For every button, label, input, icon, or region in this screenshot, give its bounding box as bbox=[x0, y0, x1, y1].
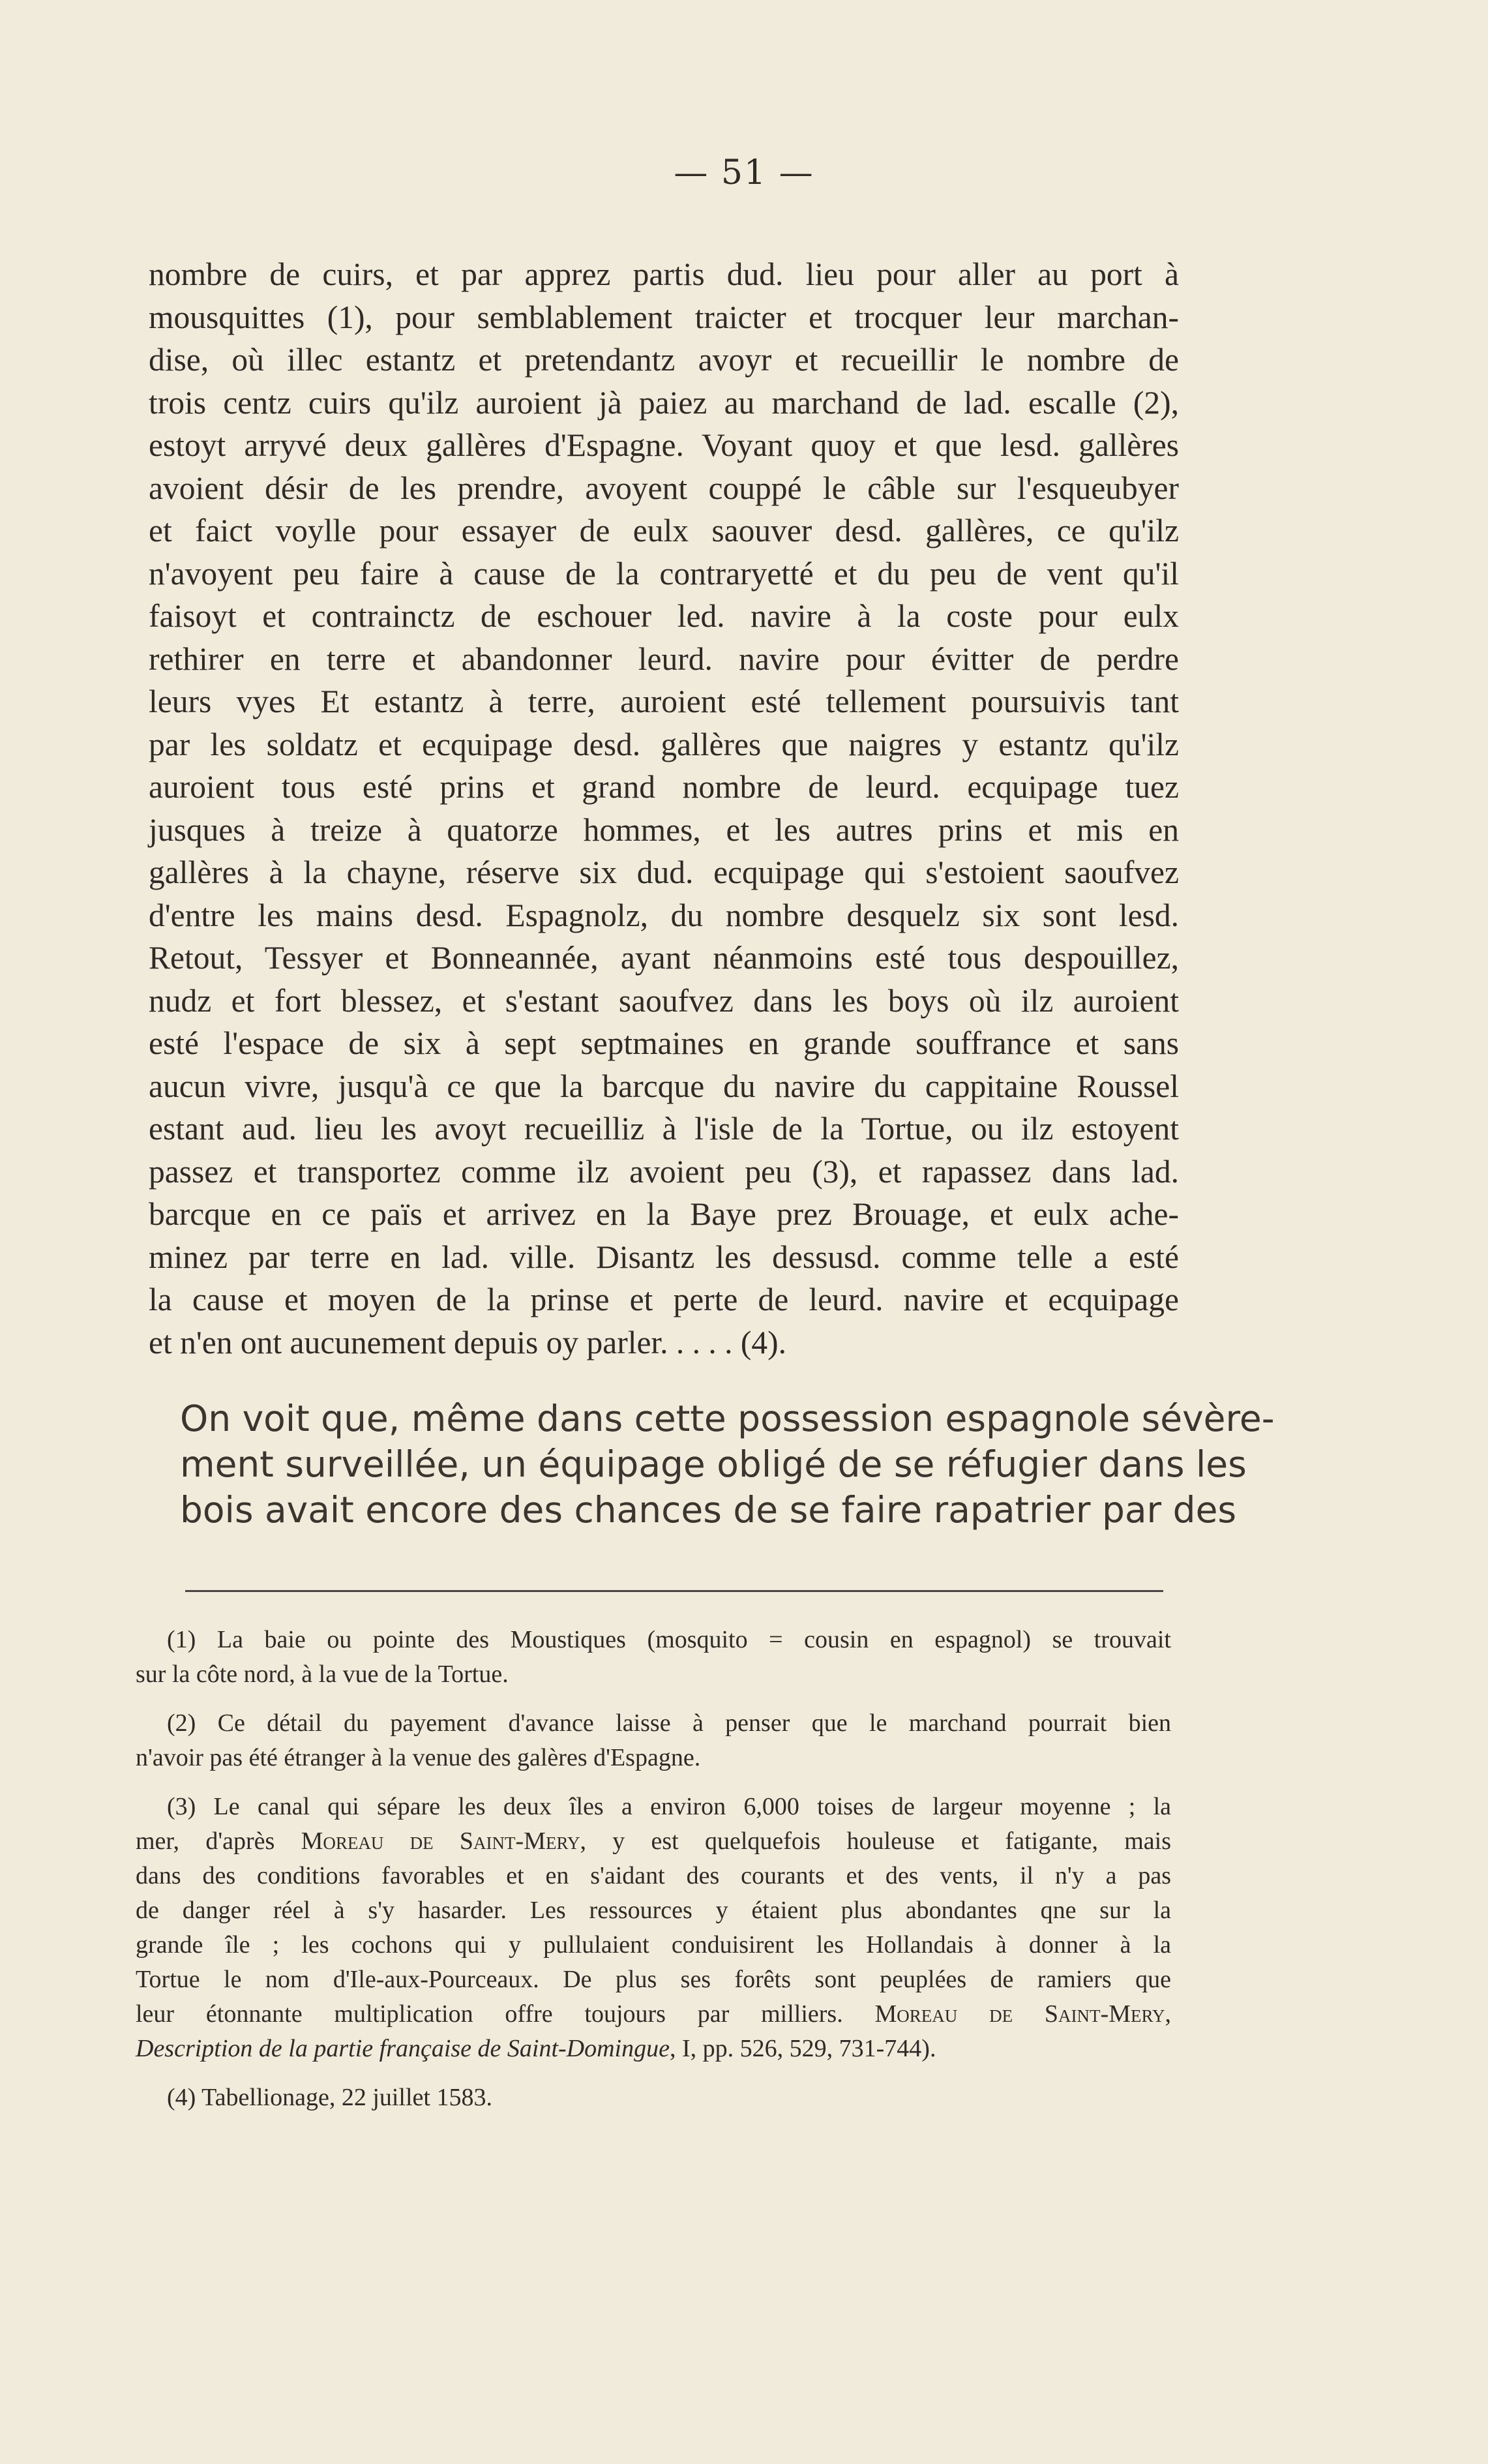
body-line: n'avoyent peu faire à cause de la contraryetté et du peu de vent qu'il bbox=[149, 555, 1179, 592]
body-line: barcque en ce païs et arrivez en la Baye prez Brouage, et eulx ache- bbox=[149, 1196, 1179, 1232]
body-line: mousquittes (1), pour semblablement traicter et trocquer leur marchan- bbox=[149, 299, 1179, 335]
body-line: passez et transportez comme ilz avoient peu (3), et rapassez dans lad. bbox=[149, 1153, 1179, 1190]
footnote-3 bbox=[136, 1790, 1171, 2066]
footnote-line: grande île ; les cochons qui y pullulaient conduisirent les Hollandais à donner à la bbox=[136, 1931, 1171, 1959]
footnote-line: dans des conditions favorables et en s'aidant des courants et des vents, il n'y a pas bbox=[136, 1862, 1171, 1889]
footnote-line: (3) Le canal qui sépare les deux îles a environ 6,000 toises de largeur moyenne ; la bbox=[167, 1793, 1171, 1820]
footnote-line: mer, d'après Moreau de Saint-Mery, y est quelquefois houleuse et fatigante, mais bbox=[136, 1827, 1172, 1855]
body-line: minez par terre en lad. ville. Disantz les dessusd. comme telle a esté bbox=[149, 1239, 1179, 1275]
footnote-4 bbox=[136, 2081, 1171, 2115]
body-line: par les soldatz et ecquipage desd. gallères que naigres y estantz qu'ilz bbox=[149, 726, 1179, 762]
footnote-2 bbox=[136, 1706, 1171, 1775]
body-line: avoient désir de les prendre, avoyent couppé le câble sur l'esqueubyer bbox=[149, 470, 1179, 506]
footnote-line: (1) La baie ou pointe des Moustiques (mosquito = cousin en espagnol) se trouvait bbox=[167, 1626, 1171, 1653]
commentary-line: ment surveillée, un équipage obligé de se réfugier dans les bbox=[180, 1443, 1247, 1485]
footnote-1 bbox=[136, 1623, 1171, 1692]
book-title: Description de la partie française de Saint-Domingue bbox=[136, 2035, 670, 2062]
main-text bbox=[149, 253, 1179, 1364]
footnote-line: leur étonnante multiplication offre toujours par milliers. Moreau de Saint-Mery, bbox=[136, 2000, 1171, 2028]
body-line: rethirer en terre et abandonner leurd. navire pour évitter de perdre bbox=[149, 640, 1179, 677]
footnote-line: de danger réel à s'y hasarder. Les ressources y étaient plus abondantes qne sur la bbox=[136, 1897, 1171, 1924]
footnote-line: (2) Ce détail du payement d'avance laisse à penser que le marchand pourrait bien bbox=[167, 1709, 1171, 1737]
body-line: dise, où illec estantz et pretendantz avoyr et recueillir le nombre de bbox=[149, 342, 1179, 378]
body-line: d'entre les mains desd. Espagnolz, du nombre desquelz six sont lesd. bbox=[149, 897, 1179, 933]
body-line: leurs vyes Et estantz à terre, auroient esté tellement poursuivis tant bbox=[149, 684, 1179, 719]
body-line: jusques à treize à quatorze hommes, et les autres prins et mis en bbox=[149, 811, 1179, 848]
body-line: gallères à la chayne, réserve six dud. ecquipage qui s'estoient saoufvez bbox=[149, 854, 1179, 890]
body-line: estant aud. lieu les avoyt recueilliz à l'isle de la Tortue, ou ilz estoyent bbox=[149, 1111, 1179, 1147]
body-line: aucun vivre, jusqu'à ce que la barcque du navire du cappitaine Roussel bbox=[149, 1068, 1179, 1104]
footnote-line: Description de la partie française de Saint-Domingue, I, pp. 526, 529, 731-744). bbox=[136, 2035, 936, 2062]
body-line: la cause et moyen de la prinse et perte de leurd. navire et ecquipage bbox=[149, 1282, 1179, 1317]
body-line: faisoyt et contrainctz de eschouer led. navire à la coste pour eulx bbox=[149, 598, 1179, 634]
body-line: nombre de cuirs, et par apprez partis dud. lieu pour aller au port à bbox=[149, 256, 1179, 292]
author-name: Moreau de Saint-Mery bbox=[874, 2000, 1165, 2028]
footnote-line: sur la côte nord, à la vue de la Tortue. bbox=[136, 1660, 509, 1688]
body-line: estoyt arryvé deux gallères d'Espagne. Voyant quoy et que lesd. gallères bbox=[149, 427, 1179, 463]
footnote-line: Tortue le nom d'Ile-aux-Pourceaux. De plus ses forêts sont peuplées de ramiers que bbox=[136, 1966, 1171, 1993]
body-line: nudz et fort blessez, et s'estant saoufvez dans les boys où ilz auroient bbox=[149, 982, 1179, 1019]
commentary-line: On voit que, même dans cette possession espagnole sévère- bbox=[180, 1398, 1275, 1439]
body-line: et faict voylle pour essayer de eulx saouver desd. gallères, ce qu'ilz bbox=[149, 513, 1179, 548]
footnote-line: (4) Tabellionage, 22 juillet 1583. bbox=[167, 2084, 492, 2111]
footnote-line: n'avoir pas été étranger à la venue des galères d'Espagne. bbox=[136, 1744, 701, 1771]
body-line: Retout, Tessyer et Bonneannée, ayant néanmoins esté tous despouillez, bbox=[149, 940, 1179, 976]
body-line: esté l'espace de six à sept septmaines en grande souffrance et sans bbox=[149, 1025, 1179, 1061]
body-line: auroient tous esté prins et grand nombre de leurd. ecquipage tuez bbox=[149, 769, 1179, 805]
body-line: et n'en ont aucunement depuis oy parler. . . . . (4). bbox=[149, 1324, 787, 1360]
author-name: Moreau de Saint-Mery bbox=[301, 1827, 580, 1855]
commentary-text bbox=[180, 1396, 1275, 1533]
footnotes bbox=[136, 1623, 1171, 2129]
footnote-separator bbox=[185, 1590, 1163, 1592]
page-number: — 51 — bbox=[674, 153, 814, 192]
body-line: trois centz cuirs qu'ilz auroient jà paiez au marchand de lad. escalle (2), bbox=[149, 384, 1179, 421]
commentary-line: bois avait encore des chances de se faire rapatrier par des bbox=[180, 1489, 1237, 1531]
